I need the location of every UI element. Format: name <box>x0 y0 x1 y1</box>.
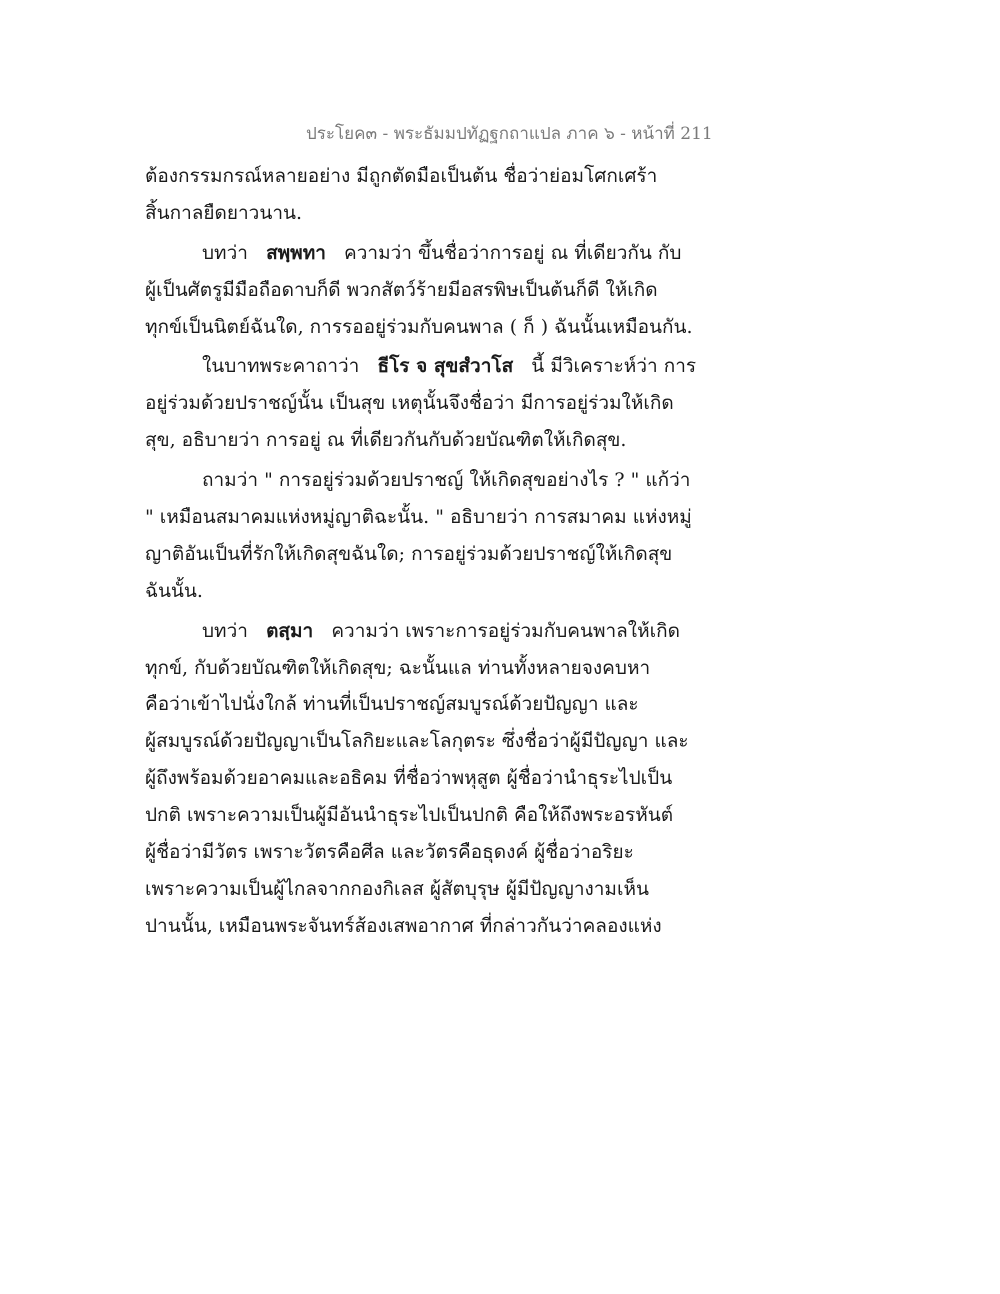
paragraph-first-line <box>145 613 705 650</box>
pali-term: ตสฺมา <box>266 619 314 642</box>
pali-term: ธีโร จ สุขสํวาโส <box>377 355 514 378</box>
text-span: บทว่า <box>202 241 248 264</box>
text-line: ฉันนั้น. <box>145 579 203 602</box>
text-line: คือว่าเข้าไปนั่งใกล้ ท่านที่เป็นปราชญ์สมบูรณ์ด้วยปัญญา และ <box>145 693 639 716</box>
text-line: สุข, อธิบายว่า การอยู่ ณ ที่เดียวกันกับด้วยบัณฑิตให้เกิดสุข. <box>145 429 627 452</box>
pali-term: สพฺพทา <box>266 241 326 264</box>
text-span: ในบาทพระคาถาว่า <box>202 355 360 378</box>
text-line: " เหมือนสมาคมแห่งหมู่ญาติฉะนั้น. " อธิบายว่า การสมาคม แห่งหมู่ <box>145 506 692 529</box>
text-span: บทว่า <box>202 619 248 642</box>
text-line: ปกติ เพราะความเป็นผู้มีอันนำธุระไปเป็นปกติ คือให้ถึงพระอรหันต์ <box>145 804 674 827</box>
text-span: ความว่า เพราะการอยู่ร่วมกับคนพาลให้เกิด <box>331 619 680 642</box>
text-line: ผู้สมบูรณ์ด้วยปัญญาเป็นโลกิยะและโลกุตระ ซึ่งชื่อว่าผู้มีปัญญา และ <box>145 730 689 753</box>
text-span: ความว่า ขึ้นชื่อว่าการอยู่ ณ ที่เดียวกัน กับ <box>344 241 682 264</box>
text-line: ต้องกรรมกรณ์หลายอย่าง มีถูกตัดมือเป็นต้น ชื่อว่าย่อมโศกเศร้า <box>145 165 658 187</box>
paragraph-first-line: ถามว่า " การอยู่ร่วมด้วยปราชญ์ ให้เกิดสุขอย่างไร ? " แก้ว่า <box>202 469 691 492</box>
text-line: สิ้นกาลยืดยาวนาน. <box>145 201 303 224</box>
text-line: ผู้ถึงพร้อมด้วยอาคมและอธิคม ที่ชื่อว่าพหุสูต ผู้ชื่อว่านำธุระไปเป็น <box>145 767 673 790</box>
text-line: ปานนั้น, เหมือนพระจันทร์ส้องเสพอากาศ ที่กล่าวกันว่าคลองแห่ง <box>145 914 662 937</box>
text-line: เพราะความเป็นผู้ไกลจากกองกิเลส ผู้สัตบุรุษ ผู้มีปัญญางามเห็น <box>145 877 649 900</box>
body-text <box>145 158 705 945</box>
text-line: ญาติอันเป็นที่รักให้เกิดสุขฉันใด; การอยู่ร่วมด้วยปราชญ์ให้เกิดสุข <box>145 542 673 565</box>
running-header: ประโยค๓ - พระธัมมปทัฏฐกถาแปล ภาค ๖ - หน้าที่ 211 <box>306 124 713 144</box>
text-span: นี้ มีวิเคราะห์ว่า การ <box>531 355 697 378</box>
text-line: ผู้ชื่อว่ามีวัตร เพราะวัตรคือศีล และวัตรคือธุดงค์ ผู้ชื่อว่าอริยะ <box>145 841 634 864</box>
text-line: ทุกข์เป็นนิตย์ฉันใด, การรออยู่ร่วมกับคนพาล ( ก็ ) ฉันนั้นเหมือนกัน. <box>145 315 693 338</box>
paragraph-first-line <box>145 235 705 272</box>
paragraph-first-line <box>145 348 705 385</box>
text-line: ผู้เป็นศัตรูมีมือถือดาบก็ดี พวกสัตว์ร้ายมีอสรพิษเป็นต้นก็ดี ให้เกิด <box>145 278 658 301</box>
text-line: อยู่ร่วมด้วยปราชญ์นั้น เป็นสุข เหตุนั้นจึงชื่อว่า มีการอยู่ร่วมให้เกิด <box>145 392 674 415</box>
text-line: ทุกข์, กับด้วยบัณฑิตให้เกิดสุข; ฉะนั้นแล ท่านทั้งหลายจงคบหา <box>145 656 651 679</box>
